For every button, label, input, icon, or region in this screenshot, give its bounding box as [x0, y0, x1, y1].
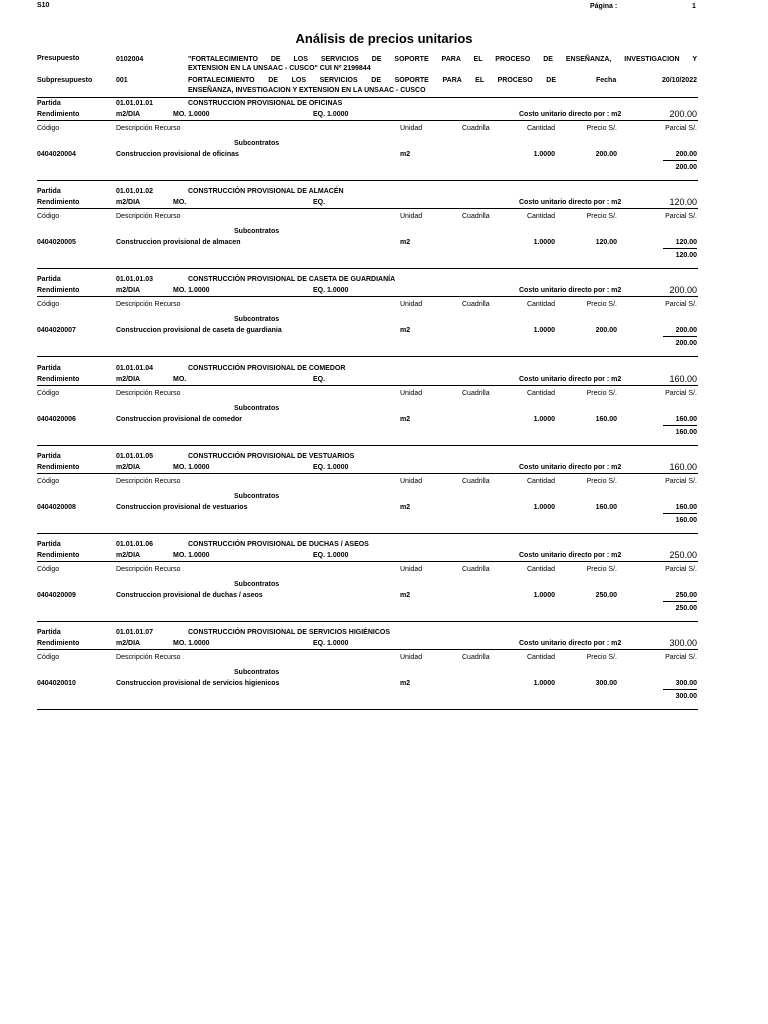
- col-unidad: Unidad: [400, 125, 423, 132]
- partida-divider: [37, 561, 698, 562]
- subtotal-value: 200.00: [675, 164, 697, 171]
- partida-divider: [37, 473, 698, 474]
- col-parcial: Parcial S/.: [665, 654, 697, 662]
- rendimiento-label: Rendimiento: [37, 640, 80, 648]
- col-parcial: Parcial S/.: [665, 125, 697, 132]
- rendimiento-unit: m2/DIA: [116, 199, 141, 207]
- col-cantidad: Cantidad: [526, 477, 555, 485]
- fecha-label: Fecha: [596, 77, 617, 84]
- subtotal-value: 300.00: [675, 693, 697, 701]
- col-unidad: Unidad: [400, 477, 423, 485]
- subpresupuesto-label: Subpresupuesto: [37, 77, 93, 84]
- resource-quantity: 1.0000: [533, 503, 555, 511]
- presupuesto-description-line2: EXTENSION EN LA UNSAAC - CUSCO" CUI Nº 2199844: [188, 65, 371, 72]
- resource-code: 0404020006: [37, 415, 76, 423]
- partida-name: CONSTRUCCIÓN PROVISIONAL DE COMEDOR: [188, 364, 346, 372]
- subtotal-rule: [663, 160, 697, 161]
- resource-description: Construccion provisional de almacen: [116, 239, 241, 247]
- presupuesto-description-line1: "FORTALECIMIENTO DE LOS SERVICIOS DE SOPORTE PARA EL PROCESO DE ENSEÑANZA, INVESTIGACION Y: [188, 56, 697, 63]
- resource-description: Construccion provisional de oficinas: [116, 151, 239, 158]
- block-divider: [37, 621, 698, 622]
- rendimiento-label: Rendimiento: [37, 111, 80, 118]
- col-codigo: Código: [37, 213, 60, 221]
- mo-value: MO.: [173, 375, 187, 383]
- s10-logo: S10: [37, 2, 50, 9]
- mo-value: MO. 1.0000: [173, 111, 210, 118]
- resource-code: 0404020010: [37, 680, 76, 688]
- rendimiento-label: Rendimiento: [37, 287, 80, 295]
- col-unidad: Unidad: [400, 389, 423, 397]
- col-precio: Precio S/.: [586, 301, 617, 309]
- rendimiento-label: Rendimiento: [37, 463, 80, 471]
- eq-value: EQ. 1.0000: [313, 111, 349, 118]
- col-cuadrilla: Cuadrilla: [462, 213, 490, 221]
- mo-value: MO. 1.0000: [173, 640, 210, 648]
- col-parcial: Parcial S/.: [665, 301, 697, 309]
- resource-price: 160.00: [595, 503, 617, 511]
- col-descripcion: Descripción Recurso: [116, 301, 181, 309]
- col-cantidad: Cantidad: [526, 389, 555, 397]
- col-parcial: Parcial S/.: [665, 213, 697, 221]
- block-divider: [37, 533, 698, 534]
- costo-unitario-value: 160.00: [669, 461, 697, 472]
- eq-value: EQ. 1.0000: [313, 463, 349, 471]
- col-unidad: Unidad: [400, 301, 423, 309]
- col-cuadrilla: Cuadrilla: [462, 389, 490, 397]
- subtotal-rule: [663, 425, 697, 426]
- col-codigo: Código: [37, 566, 60, 573]
- partida-label: Partida: [37, 629, 61, 637]
- col-precio: Precio S/.: [586, 477, 617, 485]
- col-precio: Precio S/.: [586, 654, 617, 662]
- resource-partial: 200.00: [675, 327, 697, 335]
- resource-quantity: 1.0000: [533, 151, 555, 158]
- resource-unit: m2: [400, 503, 411, 511]
- mo-value: MO.: [173, 199, 187, 207]
- col-parcial: Parcial S/.: [665, 389, 697, 397]
- costo-unitario-value: 200.00: [669, 285, 697, 296]
- resource-quantity: 1.0000: [533, 680, 555, 688]
- end-divider: [37, 709, 698, 710]
- partida-label: Partida: [37, 364, 61, 372]
- costo-unitario-value: 300.00: [669, 638, 697, 649]
- partida-divider: [37, 208, 698, 209]
- rendimiento-unit: m2/DIA: [116, 552, 141, 559]
- resource-partial: 250.00: [675, 592, 697, 599]
- col-cuadrilla: Cuadrilla: [462, 654, 490, 662]
- col-codigo: Código: [37, 654, 60, 662]
- col-descripcion: Descripción Recurso: [116, 125, 181, 132]
- costo-unitario-label: Costo unitario directo por : m2: [519, 552, 622, 559]
- partida-label: Partida: [37, 188, 61, 196]
- subcontratos-label: Subcontratos: [234, 316, 280, 324]
- costo-unitario-value: 200.00: [669, 109, 697, 119]
- costo-unitario-label: Costo unitario directo por : m2: [519, 111, 622, 118]
- partida-divider: [37, 120, 698, 121]
- partida-code: 01.01.01.02: [116, 188, 153, 196]
- resource-code: 0404020008: [37, 503, 76, 511]
- resource-unit: m2: [400, 592, 411, 599]
- col-descripcion: Descripción Recurso: [116, 477, 181, 485]
- subtotal-rule: [663, 601, 697, 602]
- partida-label: Partida: [37, 100, 61, 107]
- costo-unitario-label: Costo unitario directo por : m2: [519, 375, 622, 383]
- subcontratos-label: Subcontratos: [234, 669, 280, 677]
- partida-divider: [37, 296, 698, 297]
- partida-name: CONSTRUCCIÓN PROVISIONAL DE DUCHAS / ASEOS: [188, 541, 369, 548]
- page-title: Análisis de precios unitarios: [295, 31, 473, 46]
- resource-code: 0404020009: [37, 592, 76, 599]
- eq-value: EQ. 1.0000: [313, 287, 349, 295]
- col-cuadrilla: Cuadrilla: [462, 301, 490, 309]
- block-divider: [37, 180, 698, 181]
- col-parcial: Parcial S/.: [665, 477, 697, 485]
- rendimiento-label: Rendimiento: [37, 199, 80, 207]
- resource-unit: m2: [400, 327, 411, 335]
- subcontratos-label: Subcontratos: [234, 140, 280, 147]
- col-cuadrilla: Cuadrilla: [462, 125, 490, 132]
- rendimiento-unit: m2/DIA: [116, 463, 141, 471]
- resource-quantity: 1.0000: [533, 415, 555, 423]
- resource-price: 250.00: [595, 592, 617, 599]
- resource-code: 0404020004: [37, 151, 76, 158]
- block-divider: [37, 356, 698, 357]
- col-descripcion: Descripción Recurso: [116, 654, 181, 662]
- resource-partial: 160.00: [675, 503, 697, 511]
- partida-name: CONSTRUCCIÓN PROVISIONAL DE CASETA DE GUARDIANÍA: [188, 276, 396, 284]
- rendimiento-unit: m2/DIA: [116, 287, 141, 295]
- col-codigo: Código: [37, 301, 60, 309]
- partida-label: Partida: [37, 452, 61, 460]
- subcontratos-label: Subcontratos: [234, 492, 280, 500]
- resource-price: 300.00: [595, 680, 617, 688]
- resource-description: Construccion provisional de vestuarios: [116, 503, 248, 511]
- block-divider: [37, 445, 698, 446]
- page-label: Página :: [590, 3, 618, 10]
- partida-divider: [37, 385, 698, 386]
- resource-price: 200.00: [595, 327, 617, 335]
- col-descripcion: Descripción Recurso: [116, 566, 181, 573]
- resource-quantity: 1.0000: [533, 327, 555, 335]
- resource-partial: 300.00: [675, 680, 697, 688]
- subtotal-rule: [663, 248, 697, 249]
- resource-description: Construccion provisional de comedor: [116, 415, 243, 423]
- resource-unit: m2: [400, 151, 411, 158]
- col-parcial: Parcial S/.: [665, 566, 697, 573]
- resource-price: 120.00: [595, 239, 617, 247]
- resource-unit: m2: [400, 239, 411, 247]
- col-descripcion: Descripción Recurso: [116, 213, 181, 221]
- fecha-value: 20/10/2022: [661, 77, 697, 84]
- resource-code: 0404020007: [37, 327, 76, 335]
- col-cantidad: Cantidad: [526, 125, 555, 132]
- resource-unit: m2: [400, 680, 411, 688]
- col-precio: Precio S/.: [586, 389, 617, 397]
- col-cantidad: Cantidad: [526, 301, 555, 309]
- col-unidad: Unidad: [400, 654, 423, 662]
- presupuesto-label: Presupuesto: [37, 55, 80, 62]
- costo-unitario-label: Costo unitario directo por : m2: [519, 287, 622, 295]
- partida-code: 01.01.01.03: [116, 276, 153, 284]
- subtotal-rule: [663, 336, 697, 337]
- rendimiento-label: Rendimiento: [37, 375, 80, 383]
- resource-unit: m2: [400, 415, 411, 423]
- col-cuadrilla: Cuadrilla: [462, 477, 490, 485]
- resource-quantity: 1.0000: [533, 239, 555, 247]
- resource-description: Construccion provisional de duchas / aseos: [116, 592, 263, 599]
- partida-code: 01.01.01.04: [116, 364, 153, 372]
- resource-partial: 160.00: [675, 415, 697, 423]
- rendimiento-unit: m2/DIA: [116, 640, 141, 648]
- col-descripcion: Descripción Recurso: [116, 389, 181, 397]
- col-cantidad: Cantidad: [526, 566, 555, 573]
- eq-value: EQ.: [313, 199, 326, 207]
- subpresupuesto-description-line1: FORTALECIMIENTO DE LOS SERVICIOS DE SOPORTE PARA EL PROCESO DE: [188, 77, 556, 84]
- rendimiento-unit: m2/DIA: [116, 375, 141, 383]
- subtotal-rule: [663, 689, 697, 690]
- partida-name: CONSTRUCCION PROVISIONAL DE OFICINAS: [188, 100, 343, 107]
- costo-unitario-value: 120.00: [669, 197, 697, 208]
- col-precio: Precio S/.: [586, 125, 617, 132]
- header-divider: [37, 97, 698, 98]
- partida-name: CONSTRUCCIÓN PROVISIONAL DE ALMACÉN: [188, 188, 344, 196]
- subpresupuesto-description-line2: ENSEÑANZA, INVESTIGACION Y EXTENSION EN LA UNSAAC - CUSCO: [188, 87, 426, 94]
- col-cantidad: Cantidad: [526, 654, 555, 662]
- presupuesto-code: 0102004: [116, 56, 144, 63]
- subcontratos-label: Subcontratos: [234, 228, 280, 236]
- col-unidad: Unidad: [400, 213, 423, 221]
- col-precio: Precio S/.: [586, 566, 617, 573]
- resource-description: Construccion provisional de servicios higienicos: [116, 680, 280, 688]
- subpresupuesto-code: 001: [116, 77, 128, 84]
- subtotal-value: 160.00: [675, 516, 697, 524]
- subtotal-value: 120.00: [675, 252, 697, 260]
- eq-value: EQ. 1.0000: [313, 640, 349, 648]
- partida-label: Partida: [37, 541, 61, 548]
- resource-price: 200.00: [595, 151, 617, 158]
- partida-name: CONSTRUCCIÓN PROVISIONAL DE VESTUARIOS: [188, 452, 355, 460]
- partida-label: Partida: [37, 276, 61, 284]
- col-cuadrilla: Cuadrilla: [462, 566, 490, 573]
- col-codigo: Código: [37, 389, 60, 397]
- eq-value: EQ.: [313, 375, 326, 383]
- resource-partial: 120.00: [675, 239, 697, 247]
- subcontratos-label: Subcontratos: [234, 404, 280, 412]
- costo-unitario-label: Costo unitario directo por : m2: [519, 199, 622, 207]
- col-codigo: Código: [37, 125, 60, 132]
- col-precio: Precio S/.: [586, 213, 617, 221]
- mo-value: MO. 1.0000: [173, 287, 210, 295]
- partida-code: 01.01.01.05: [116, 452, 153, 460]
- partida-code: 01.01.01.06: [116, 541, 153, 548]
- resource-code: 0404020005: [37, 239, 76, 247]
- subtotal-value: 200.00: [675, 340, 697, 348]
- mo-value: MO. 1.0000: [173, 552, 210, 559]
- col-unidad: Unidad: [400, 566, 423, 573]
- costo-unitario-label: Costo unitario directo por : m2: [519, 640, 622, 648]
- costo-unitario-label: Costo unitario directo por : m2: [519, 463, 622, 471]
- col-codigo: Código: [37, 477, 60, 485]
- subtotal-value: 250.00: [675, 605, 697, 612]
- rendimiento-label: Rendimiento: [37, 552, 80, 559]
- rendimiento-unit: m2/DIA: [116, 111, 141, 118]
- subcontratos-label: Subcontratos: [234, 581, 280, 588]
- resource-description: Construccion provisional de caseta de guardiania: [116, 327, 282, 335]
- subtotal-rule: [663, 513, 697, 514]
- page-number: 1: [692, 3, 696, 10]
- mo-value: MO. 1.0000: [173, 463, 210, 471]
- partida-code: 01.01.01.01: [116, 100, 153, 107]
- partida-name: CONSTRUCCIÓN PROVISIONAL DE SERVICIOS HIGIÉNICOS: [188, 629, 390, 637]
- costo-unitario-value: 250.00: [669, 550, 697, 560]
- partida-divider: [37, 649, 698, 650]
- block-divider: [37, 268, 698, 269]
- partida-code: 01.01.01.07: [116, 629, 153, 637]
- subtotal-value: 160.00: [675, 428, 697, 436]
- eq-value: EQ. 1.0000: [313, 552, 349, 559]
- resource-quantity: 1.0000: [533, 592, 555, 599]
- col-cantidad: Cantidad: [526, 213, 555, 221]
- resource-partial: 200.00: [675, 151, 697, 158]
- costo-unitario-value: 160.00: [669, 373, 697, 384]
- resource-price: 160.00: [595, 415, 617, 423]
